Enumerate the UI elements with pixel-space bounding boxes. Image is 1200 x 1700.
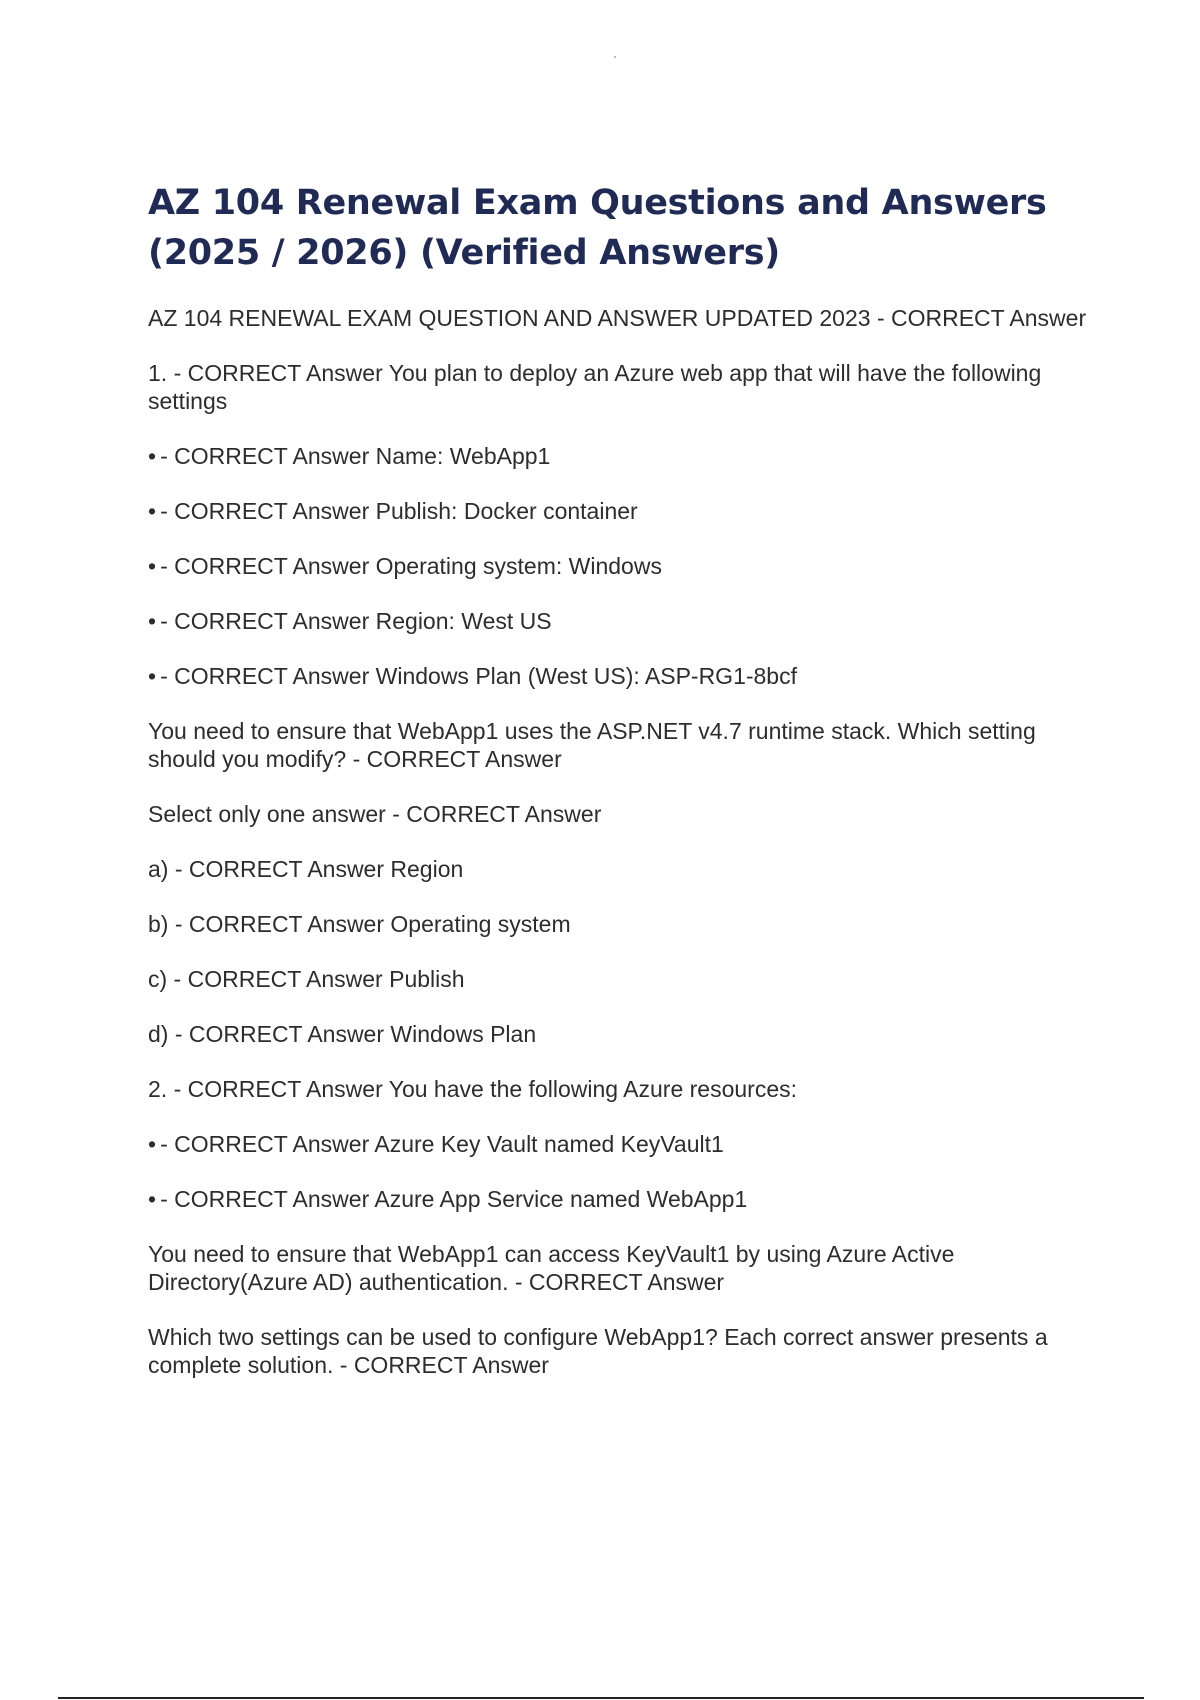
bullet-icon: • (148, 608, 157, 634)
bullet-item: • - CORRECT Answer Azure Key Vault named KeyVault1 (148, 1131, 724, 1157)
bullet-item: • - CORRECT Answer Operating system: Windows (148, 553, 662, 579)
document-title: AZ 104 Renewal Exam Questions and Answers (2025 / 2026) (Verified Answers) (148, 183, 1047, 273)
question-prompt: You need to ensure that WebApp1 can access KeyVault1 by using Azure Active Directory(Azure AD) authentication. - CORRECT Answer (148, 1241, 955, 1295)
bullet-icon: • (148, 1131, 157, 1157)
intro-paragraph: AZ 104 RENEWAL EXAM QUESTION AND ANSWER UPDATED 2023 - CORRECT Answer (148, 305, 1087, 331)
bullet-icon: • (148, 663, 157, 689)
bullet-item: • - CORRECT Answer Windows Plan (West US): ASP-RG1-8bcf (148, 663, 797, 689)
answer-option: b) - CORRECT Answer Operating system (148, 911, 571, 937)
bullet-item: • - CORRECT Answer Azure App Service named WebApp1 (148, 1186, 748, 1212)
question-2-paragraph: 2. - CORRECT Answer You have the following Azure resources: (148, 1076, 798, 1102)
bullet-item: • - CORRECT Answer Name: WebApp1 (148, 443, 551, 469)
bullet-icon: • (148, 1186, 157, 1212)
scan-speck (614, 56, 616, 58)
select-instruction: Select only one answer - CORRECT Answer (148, 801, 602, 827)
bullet-icon: • (148, 443, 157, 469)
bullet-icon: • (148, 553, 157, 579)
question-prompt: Which two settings can be used to configure WebApp1? Each correct answer presents a complete solution. - CORRECT Answer (148, 1324, 1048, 1378)
bullet-icon: • (148, 498, 157, 524)
answer-option: a) - CORRECT Answer Region (148, 856, 464, 882)
question-1-paragraph: 1. - CORRECT Answer You plan to deploy an Azure web app that will have the following settings (148, 360, 1042, 414)
bullet-item: • - CORRECT Answer Region: West US (148, 608, 552, 634)
question-prompt: You need to ensure that WebApp1 uses the ASP.NET v4.7 runtime stack. Which setting should you modify? - CORRECT Answer (148, 718, 1036, 772)
document-body (148, 178, 1088, 1406)
page-bottom-divider (58, 1697, 1144, 1699)
answer-option: d) - CORRECT Answer Windows Plan (148, 1021, 537, 1047)
answer-option: c) - CORRECT Answer Publish (148, 966, 465, 992)
bullet-item: • - CORRECT Answer Publish: Docker container (148, 498, 638, 524)
